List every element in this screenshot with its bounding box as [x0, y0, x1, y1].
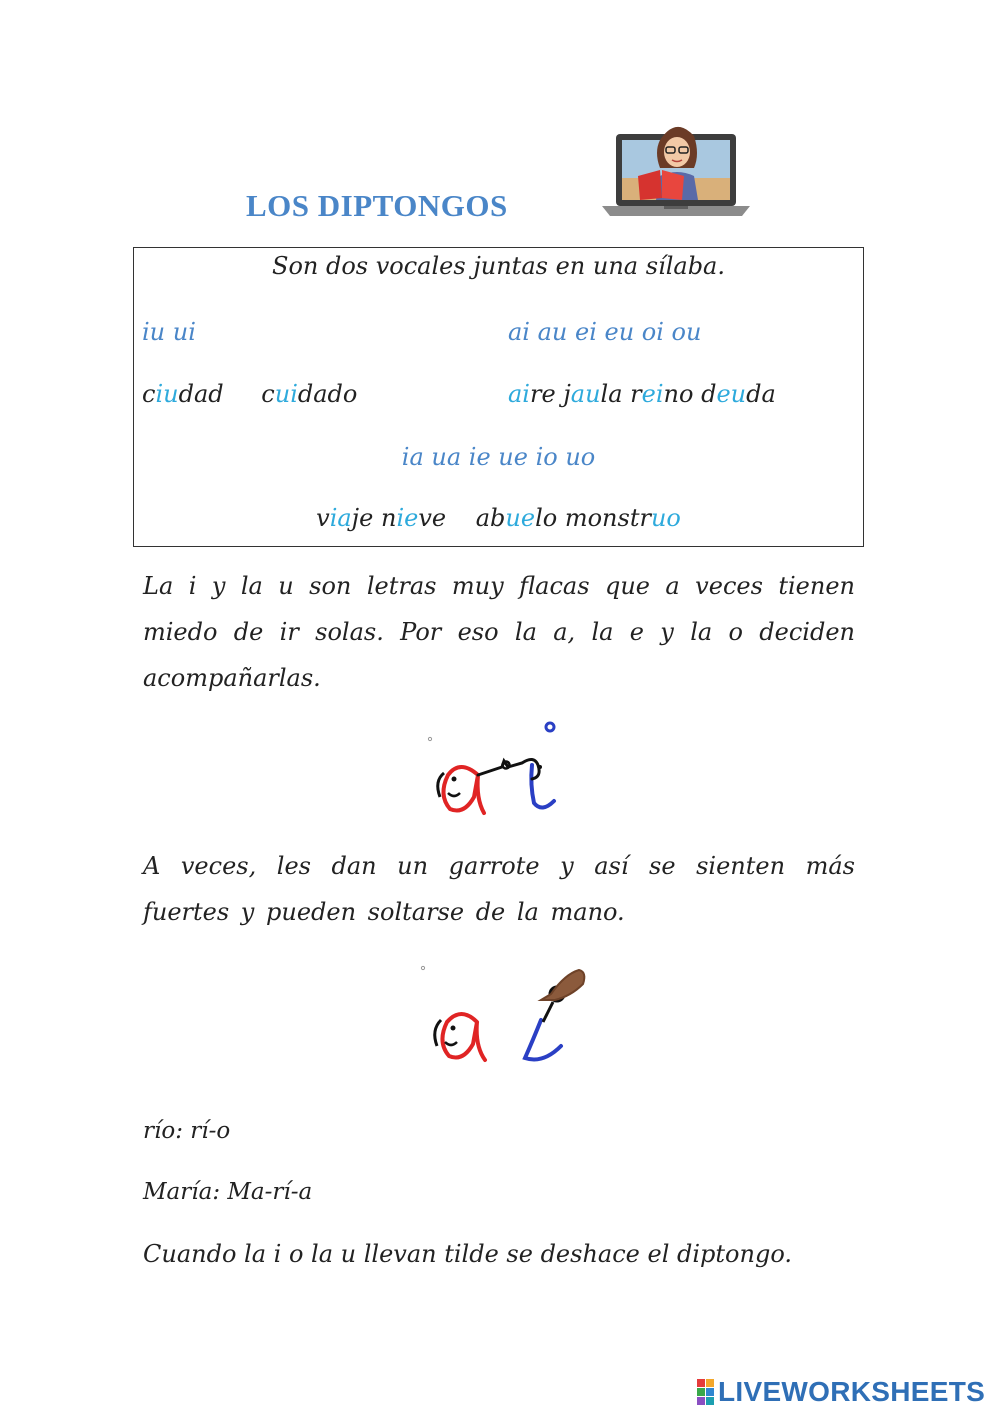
- example-word: aire: [508, 380, 556, 408]
- definition-text: Son dos vocales juntas en una sílaba.: [272, 252, 725, 280]
- examples-open-closed: [508, 380, 776, 408]
- hiato-rule: Cuando la i o la u llevan tilde se deshace el diptongo.: [143, 1240, 792, 1268]
- hiato-example-rio: río: rí-o: [143, 1118, 231, 1144]
- vowel-group-open-closed: ai au ei eu oi ou: [508, 318, 702, 346]
- vowel-i-drawing: [531, 723, 554, 808]
- page-title: LOS DIPTONGOS: [246, 188, 508, 223]
- example-word: cuidado: [261, 380, 358, 408]
- example-word: reino: [630, 380, 694, 408]
- examples-closed: [142, 380, 357, 408]
- example-word: viaje: [316, 504, 374, 532]
- example-word: abuelo: [475, 504, 558, 532]
- hiato-example-maria: María: Ma-rí-a: [143, 1179, 313, 1205]
- vowels-holding-hands-drawing: [420, 715, 570, 820]
- club-drawing: [541, 970, 584, 1000]
- example-word: ciudad: [142, 380, 224, 408]
- examples-closed-open: [134, 504, 863, 532]
- definition-box: [133, 247, 864, 547]
- vowel-group-closed-open: ia ua ie ue io uo: [401, 443, 596, 471]
- story-paragraph-1: La i y la u son letras muy flacas que a veces tienen miedo de ir solas. Por eso la a, la e y la o deciden acompañarlas.: [143, 572, 855, 692]
- liveworksheets-brand: [697, 1376, 985, 1408]
- teacher-laptop-icon: [598, 120, 754, 220]
- vowel-group-closed: iu ui: [142, 318, 196, 346]
- vowels-with-club-drawing: [415, 960, 595, 1070]
- example-word: nieve: [380, 504, 447, 532]
- story-paragraph-2: A veces, les dan un garrote y así se sienten más fuertes y pueden soltarse de la mano.: [143, 852, 855, 926]
- example-word: jaula: [563, 380, 623, 408]
- example-word: monstruo: [564, 504, 681, 532]
- brand-name: LIVEWORKSHEETS: [718, 1376, 986, 1407]
- liveworksheets-logo-icon: [697, 1379, 714, 1405]
- example-word: deuda: [701, 380, 776, 408]
